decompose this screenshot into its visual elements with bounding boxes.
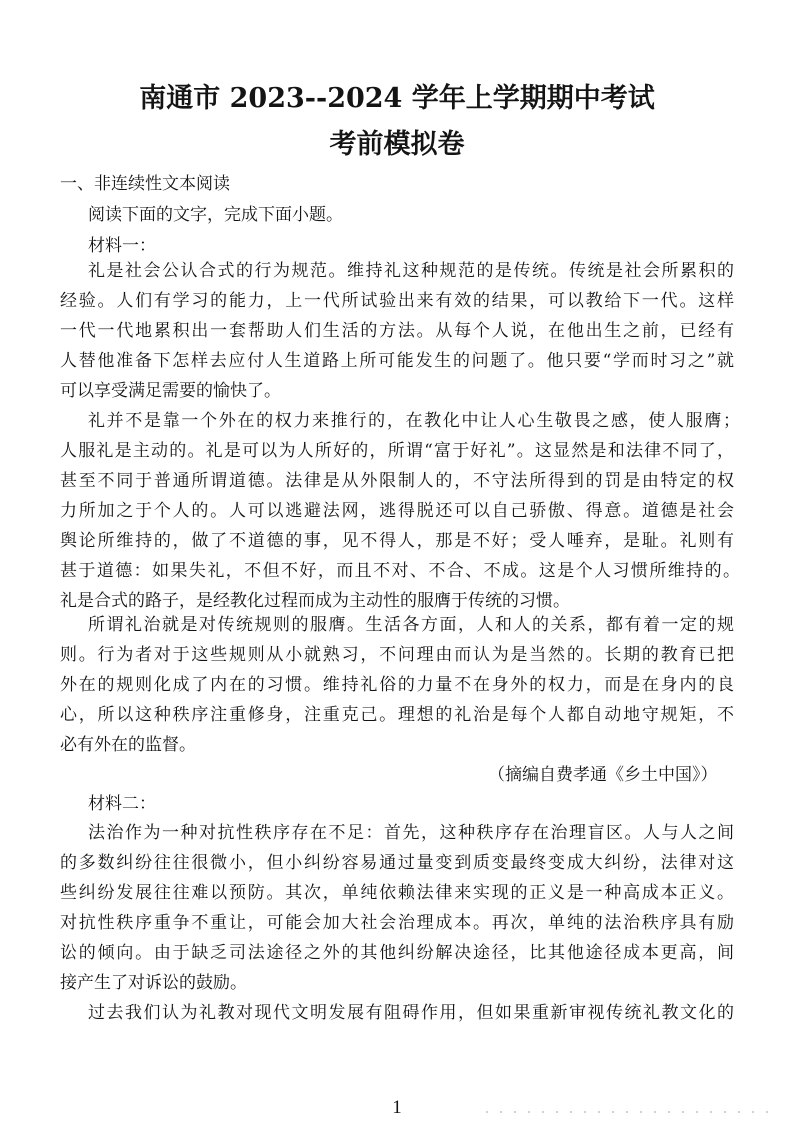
instruction-text: 阅读下面的文字，完成下面小题。 [88, 205, 343, 225]
section-heading: 一、非连续性文本阅读 [60, 174, 230, 194]
paragraph-line: 心，所以这种秩序注重修身，注重克己。理想的礼治是每个人都自动地守规矩，不 [60, 705, 734, 725]
paragraph-line: 甚至不同于普通所谓道德。法律是从外限制人的，不守法所得到的罚是由特定的权 [60, 471, 734, 491]
paragraph-line: 经验。人们有学习的能力，上一代所试验出来有效的结果，可以教给下一代。这样 [60, 291, 734, 311]
paragraph-line: 舆论所维持的，做了不道德的事，见不得人，那是不好；受人唾弃，是耻。礼则有 [60, 531, 734, 551]
paragraph-line: 礼是社会公认合式的行为规范。维持礼这种规范的是传统。传统是社会所累积的 [88, 261, 734, 281]
material-2-label: 材料二： [88, 794, 156, 814]
paragraph-line: 对抗性秩序重争不重让，可能会加大社会治理成本。再次，单纯的法治秩序具有励 [60, 913, 734, 933]
paragraph-line: 可以享受满足需要的愉快了。 [60, 381, 281, 401]
paragraph-line: 过去我们认为礼教对现代文明发展有阻碍作用，但如果重新审视传统礼教文化的 [88, 1003, 734, 1023]
paragraph-line: 所谓礼治就是对传统规则的服膺。生活各方面，人和人的关系，都有着一定的规 [88, 615, 734, 635]
footer-dotted-line [480, 1110, 780, 1114]
paragraph-line: 接产生了对诉讼的鼓励。 [60, 973, 247, 993]
source-citation: （摘编自费孝通《乡土中国》） [488, 765, 718, 785]
paragraph-line: 外在的规则化成了内在的习惯。维持礼俗的力量不在身外的权力，而是在身内的良 [60, 675, 734, 695]
page-title: 南通市 2023--2024 学年上学期期中考试 [139, 83, 655, 114]
paragraph-line: 的多数纠纷往往很微小，但小纠纷容易通过量变到质变最终变成大纠纷，法律对这 [60, 853, 734, 873]
paragraph-line: 一代一代地累积出一套帮助人们生活的方法。从每个人说，在他出生之前，已经有 [60, 321, 734, 341]
paragraph-line: 礼是合式的路子，是经教化过程而成为主动性的服膺于传统的习惯。 [60, 591, 570, 611]
page-number: 1 [392, 1097, 402, 1118]
paragraph-line: 礼并不是靠一个外在的权力来推行的，在教化中让人心生敬畏之感，使人服膺； [88, 411, 740, 431]
paragraph-line: 必有外在的监督。 [60, 735, 196, 755]
paragraph-line: 些纠纷发展往往难以预防。其次，单纯依赖法律来实现的正义是一种高成本正义。 [60, 883, 734, 903]
paragraph-line: 力所加之于个人的。人可以逃避法网，逃得脱还可以自己骄傲、得意。道德是社会 [60, 501, 734, 521]
page-subtitle: 考前模拟卷 [329, 129, 465, 160]
paragraph-line: 则。行为者对于这些规则从小就熟习，不问理由而认为是当然的。长期的教育已把 [60, 645, 734, 665]
paragraph-line: 甚于道德：如果失礼，不但不好，而且不对、不合、不成。这是个人习惯所维持的。 [60, 561, 740, 581]
material-1-label: 材料一： [88, 236, 156, 256]
paragraph-line: 人服礼是主动的。礼是可以为人所好的，所谓“富于好礼”。这显然是和法律不同了， [60, 441, 734, 461]
paragraph-line: 法治作为一种对抗性秩序存在不足：首先，这种秩序存在治理盲区。人与人之间 [88, 823, 734, 843]
paragraph-line: 讼的倾向。由于缺乏司法途径之外的其他纠纷解决途径，比其他途径成本更高，间 [60, 943, 734, 963]
paragraph-line: 人替他准备下怎样去应付人生道路上所可能发生的问题了。他只要“学而时习之”就 [60, 351, 734, 371]
